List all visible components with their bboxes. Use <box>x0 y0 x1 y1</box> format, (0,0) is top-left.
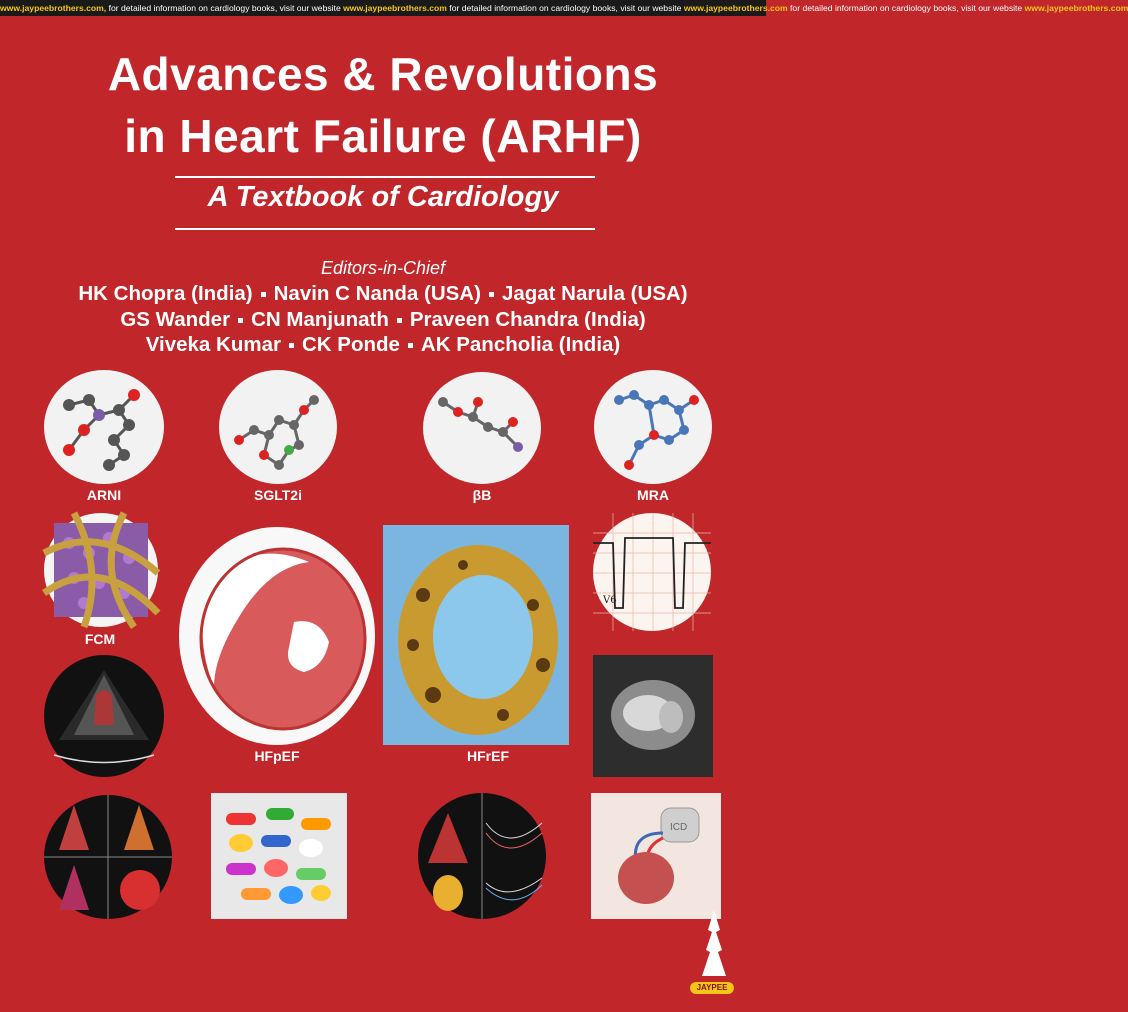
editors-label: Editors-in-Chief <box>320 258 446 278</box>
banner-site-link-2[interactable]: www.jaypeebrothers.com <box>343 3 447 13</box>
cardiac-mri-image <box>593 655 713 777</box>
editors-line-1: HK Chopra (India) Navin C Nanda (USA) Jagat Narula (USA) <box>78 282 688 305</box>
ecg-tracing-image <box>593 513 711 631</box>
website-banner: www.jaypeebrothers.com, for detailed information on cardiology books, visit our website www.jaypeebrothers.com for detailed information on cardiology books, visit our website www.jaypeebrothers.com for detailed information on cardiology books, visit our website www.jaypeebrothers.com <box>0 0 766 16</box>
hfpef-caption: HFpEF <box>254 748 300 764</box>
hfpef-heart-section-image <box>179 527 375 745</box>
mra-caption: MRA <box>637 487 669 503</box>
editors-line-2: GS Wander CN Manjunath Praveen Chandra (India) <box>120 308 646 331</box>
icd-device-image <box>591 793 721 919</box>
hfref-caption: HFrEF <box>467 748 509 764</box>
publisher-logo <box>696 910 732 984</box>
banner-text: for detailed information on cardiology books, visit our website <box>106 3 344 13</box>
beta-blocker-caption: βB <box>472 487 492 503</box>
ecg-lead-label: V6 <box>603 595 617 606</box>
book-title-line-1: Advances & Revolutions <box>107 48 659 100</box>
mra-molecule-image <box>594 370 712 484</box>
beta-blocker-molecule-image <box>423 372 541 484</box>
pills-image <box>211 793 347 919</box>
sglt2i-caption: SGLT2i <box>254 487 302 503</box>
editors-line-3: Viveka Kumar CK Ponde AK Pancholia (India) <box>145 333 621 356</box>
book-title-line-2: in Heart Failure (ARHF) <box>124 110 642 162</box>
echocardiogram-image <box>44 655 164 777</box>
arni-molecule-image <box>44 370 164 484</box>
banner-site-link[interactable]: www.jaypeebrothers.com, <box>0 3 107 13</box>
hfref-heart-section-image <box>383 525 569 745</box>
book-subtitle: A Textbook of Cardiology <box>207 181 559 213</box>
publisher-logo-text: JAYPEE <box>690 982 734 994</box>
sglt2i-molecule-image <box>219 370 337 484</box>
title-rule-top <box>175 176 595 178</box>
icd-device-label: ICD <box>670 822 688 833</box>
arni-caption: ARNI <box>86 487 122 503</box>
fcm-particle-image <box>44 513 158 627</box>
strain-imaging-image <box>44 795 172 919</box>
fcm-caption: FCM <box>84 631 116 647</box>
dyssynchrony-imaging-image <box>418 793 546 919</box>
title-rule-bottom <box>175 228 595 230</box>
